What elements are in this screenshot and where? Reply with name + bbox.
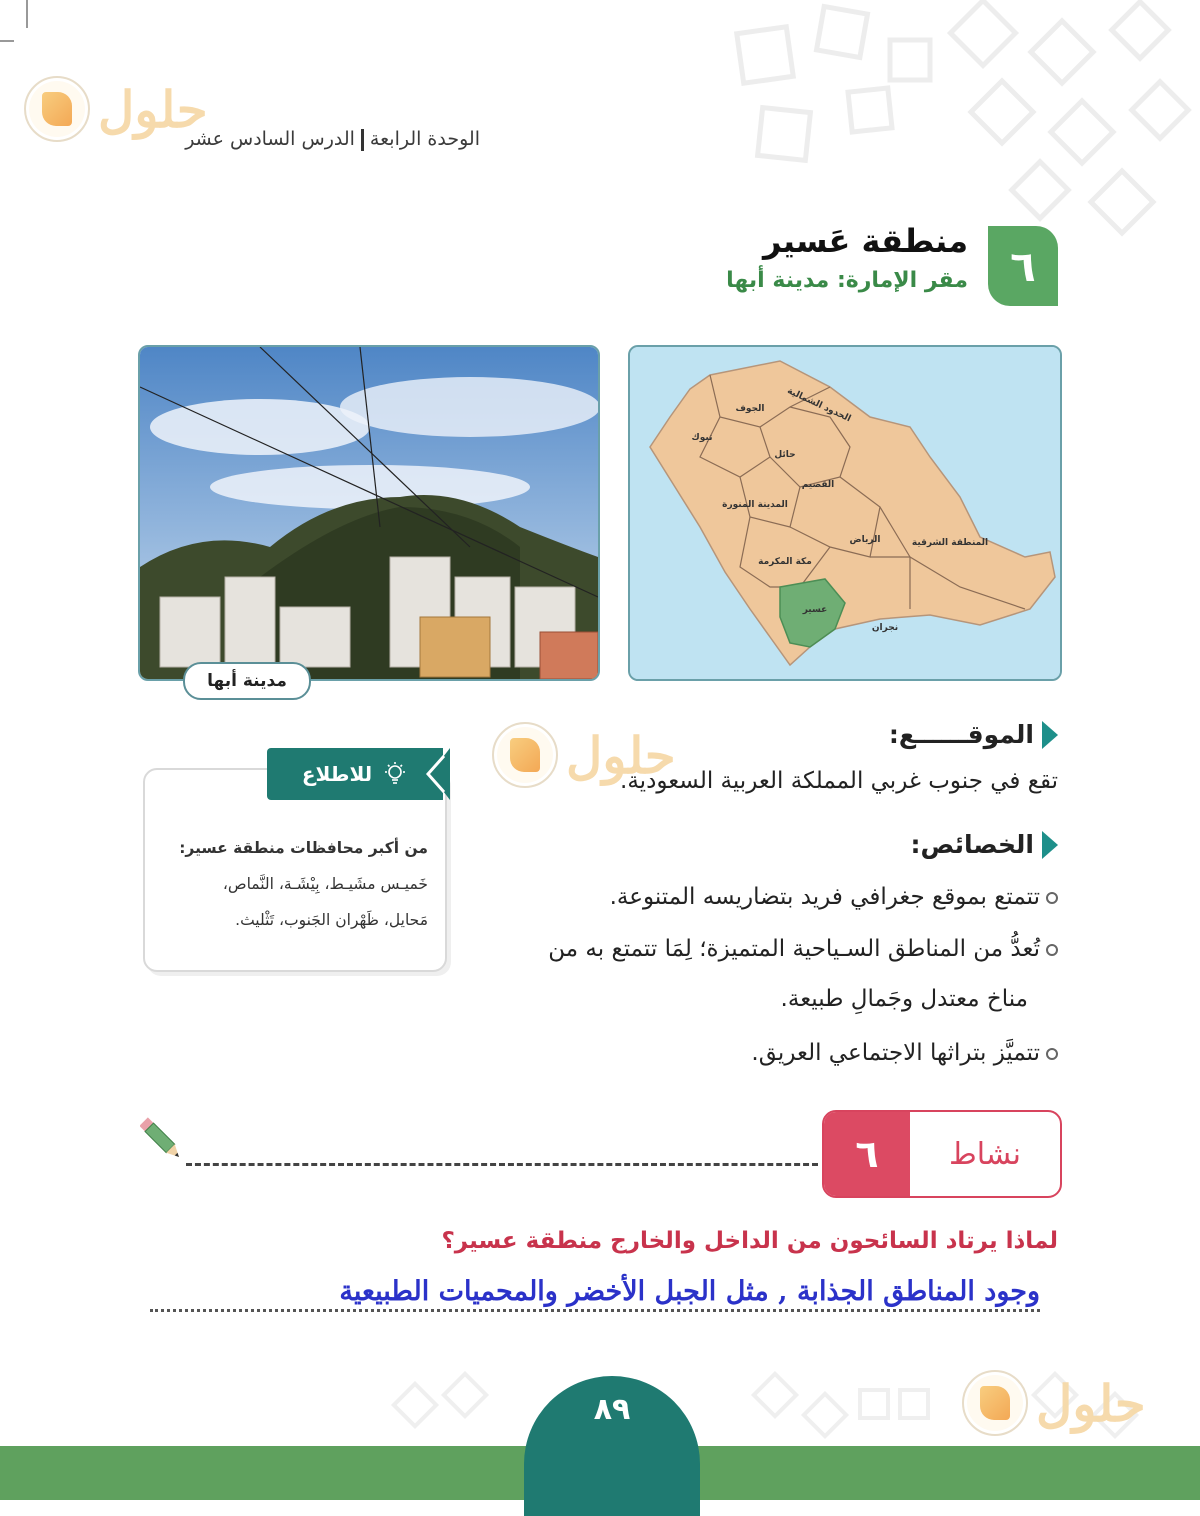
map-label: حائل (774, 450, 796, 460)
bullet-icon (1046, 1048, 1058, 1060)
features-heading (760, 830, 1058, 859)
activity-question: لماذا يرتاد السائحون من الداخل والخارج منطقة عسير؟ (441, 1228, 1058, 1254)
map-label: المدينة المنورة (722, 500, 788, 510)
map-label: عسير (802, 605, 828, 615)
features-heading-text: الخصائص: (910, 830, 1034, 859)
info-title: من أكبر محافظات منطقة عسير: (179, 839, 428, 857)
feature-item (480, 1040, 1058, 1066)
section-arrow-icon (1042, 721, 1058, 749)
activity-answer: وجود المناطق الجذابة , مثل الجبل الأخضر والمحميات الطبيعية (150, 1276, 1040, 1312)
map-label: تبوك (691, 433, 713, 443)
info-line: مَحايل، ظَهْران الجَنوب، تَثْليث. (235, 911, 428, 929)
page-number: ٨٩ (593, 1392, 631, 1427)
info-text (158, 830, 428, 938)
breadcrumb-lesson: الدرس السادس عشر (185, 128, 355, 150)
section-arrow-icon (1042, 831, 1058, 859)
feature-item-continued (480, 986, 1028, 1012)
map-label: الحدود الشمالية (785, 386, 853, 425)
section-title: منطقة عَسير (762, 222, 968, 260)
breadcrumb-separator (361, 129, 364, 151)
photo-caption: مدينة أبها (183, 662, 311, 700)
map-label: نجران (871, 623, 899, 633)
bullet-icon (1046, 892, 1058, 904)
location-heading-text: الموقــــــع: (888, 720, 1034, 749)
feature-item (480, 884, 1058, 910)
abha-photo (138, 345, 600, 681)
watermark-logo (962, 1370, 1146, 1436)
activity-box (822, 1110, 1062, 1198)
map-label: الجوف (735, 404, 765, 414)
info-tab-label: للاطلاع (301, 762, 373, 786)
crop-mark (0, 40, 14, 42)
map-label: الرياض (849, 535, 881, 545)
map-label: القصيم (801, 480, 835, 490)
activity-number: ٦ (824, 1112, 910, 1196)
feature-text: تتمتع بموقع جغرافي فريد بتضاريسه المتنوعة. (609, 884, 1040, 910)
seal-icon (24, 76, 90, 142)
breadcrumb (130, 128, 480, 151)
map-label: المنطقة الشرقية (911, 538, 989, 548)
feature-text: تُعدُّ من المناطق السـياحية المتميزة؛ لِمَا تتمتع به من (548, 936, 1040, 962)
saudi-map (628, 345, 1062, 681)
watermark-text: حلول (98, 79, 208, 139)
section-number-badge: ٦ (988, 226, 1058, 306)
pencil-icon (140, 1114, 184, 1166)
location-heading (760, 720, 1058, 749)
photo-graphic (140, 347, 598, 679)
seal-icon (962, 1370, 1028, 1436)
info-tab (267, 748, 443, 800)
watermark-text: حلول (1036, 1373, 1146, 1433)
lightbulb-icon (382, 761, 408, 787)
feature-text: مناخ معتدل وجَمالِ طبيعة. (780, 986, 1028, 1012)
activity-dashed-line (186, 1163, 818, 1166)
chevron-left-icon (420, 748, 450, 800)
location-text: تقع في جنوب غربي المملكة العربية السعودية. (620, 768, 1058, 794)
activity-label: نشاط (949, 1136, 1021, 1172)
map-graphic (630, 347, 1060, 679)
breadcrumb-unit: الوحدة الرابعة (369, 128, 480, 150)
feature-item (460, 936, 1058, 962)
info-line: خَميـس مشَيـط، بِيْشَـة، النَّماص، (222, 875, 428, 893)
feature-text: تتميَّز بتراثها الاجتماعي العريق. (751, 1040, 1040, 1066)
decorative-pattern (720, 0, 1200, 240)
crop-mark (26, 0, 28, 28)
watermark-text: حلول (566, 725, 676, 785)
bullet-icon (1046, 944, 1058, 956)
section-subtitle: مقر الإمارة: مدينة أبها (726, 268, 968, 293)
map-label: مكة المكرمة (758, 557, 812, 567)
